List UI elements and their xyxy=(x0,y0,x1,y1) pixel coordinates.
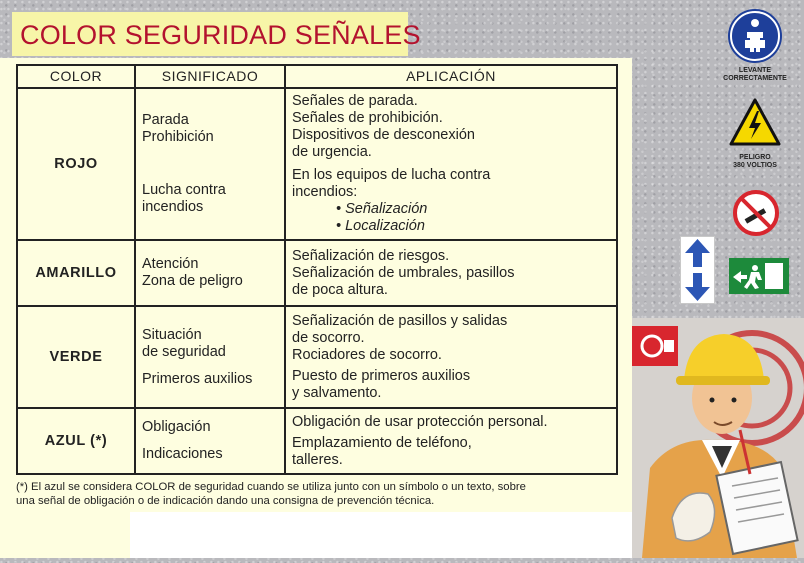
significado-line: Parada xyxy=(142,112,189,128)
significado-line: Atención xyxy=(142,256,199,272)
aplicacion-line: Señales de parada. xyxy=(292,93,418,109)
significado-cell-azul xyxy=(135,408,285,474)
aplicacion-bullet: • Señalización xyxy=(336,201,428,217)
aplicacion-line: Obligación de usar protección personal. xyxy=(292,413,548,430)
aplicacion-cell-rojo xyxy=(285,88,617,240)
caption-line: 380 VOLTIOS xyxy=(733,162,777,169)
footnote-line: una señal de obligación o de indicación dando una consigna de prevención técnica. xyxy=(16,495,435,507)
aplicacion-bullet: • Localización xyxy=(336,218,425,234)
table-row-azul xyxy=(17,408,617,474)
caption-line: LEVANTE xyxy=(738,67,772,74)
significado-line: Lucha contra xyxy=(142,182,226,198)
color-cell-amarillo: AMARILLO xyxy=(17,240,135,306)
header-color: COLOR xyxy=(17,65,135,88)
aplicacion-line: Dispositivos de desconexión xyxy=(292,127,475,143)
aplicacion-line: talleres. xyxy=(292,451,343,468)
emergency-exit-icon xyxy=(729,258,789,294)
table-header-row xyxy=(17,65,617,88)
caption-line: PELIGRO xyxy=(739,154,771,161)
electrical-danger-icon xyxy=(729,98,781,146)
significado-cell-verde xyxy=(135,306,285,408)
worker-illustration xyxy=(632,318,804,558)
color-cell-verde: VERDE xyxy=(17,306,135,408)
footnote-line: (*) El azul se considera COLOR de seguridad cuando se utiliza junto con un símbolo o un texto, sobre xyxy=(16,481,526,493)
aplicacion-line: En los equipos de lucha contra xyxy=(292,167,491,183)
significado-line: Zona de peligro xyxy=(142,273,243,289)
aplicacion-line: Señales de prohibición. xyxy=(292,110,443,126)
footnote xyxy=(16,480,624,508)
safety-worker-icon xyxy=(632,318,804,558)
color-cell-azul: AZUL (*) xyxy=(17,408,135,474)
significado-line: Obligación xyxy=(142,419,211,435)
color-cell-rojo: ROJO xyxy=(17,88,135,240)
table-row-rojo xyxy=(17,88,617,240)
no-smoking-icon xyxy=(733,190,779,236)
significado-line: Situación xyxy=(142,326,202,343)
aplicacion-line: y salvamento. xyxy=(292,384,382,401)
aplicacion-cell-amarillo xyxy=(285,240,617,306)
safety-color-table xyxy=(16,64,618,475)
significado-line: Indicaciones xyxy=(142,446,223,462)
aplicacion-cell-azul xyxy=(285,408,617,474)
aplicacion-line: Rociadores de socorro. xyxy=(292,346,442,363)
aplicacion-line: incendios: xyxy=(292,184,358,200)
caption-line: CORRECTAMENTE xyxy=(723,75,787,82)
aplicacion-line: Puesto de primeros auxilios xyxy=(292,367,471,384)
significado-cell-amarillo xyxy=(135,240,285,306)
significado-line: Primeros auxilios xyxy=(142,370,253,387)
lift-correctly-icon xyxy=(727,8,783,64)
aplicacion-line: Señalización de umbrales, pasillos xyxy=(292,264,515,281)
panel-bottom-strip xyxy=(130,512,632,558)
aplicacion-line: Señalización de riesgos. xyxy=(292,247,450,264)
significado-line: de seguridad xyxy=(142,343,226,360)
significado-line: incendios xyxy=(142,199,204,215)
aplicacion-line: de urgencia. xyxy=(292,144,372,160)
header-aplicacion: APLICACIÓN xyxy=(285,65,617,88)
table-row-amarillo xyxy=(17,240,617,306)
title-banner xyxy=(12,12,421,56)
danger-sign-caption xyxy=(720,154,790,170)
page-title: COLOR SEGURIDAD SEÑALES xyxy=(20,20,421,50)
aplicacion-line: de poca altura. xyxy=(292,281,388,298)
aplicacion-line: Señalización de pasillos y salidas xyxy=(292,312,508,329)
aplicacion-line: de socorro. xyxy=(292,329,365,346)
header-significado: SIGNIFICADO xyxy=(135,65,285,88)
lift-sign-caption xyxy=(720,67,790,83)
significado-line: Prohibición xyxy=(142,129,214,145)
aplicacion-line: Emplazamiento de teléfono, xyxy=(292,434,472,451)
significado-cell-rojo xyxy=(135,88,285,240)
up-down-arrows-icon xyxy=(681,237,714,303)
table-row-verde xyxy=(17,306,617,408)
aplicacion-cell-verde xyxy=(285,306,617,408)
scroll-arrows xyxy=(680,236,715,304)
